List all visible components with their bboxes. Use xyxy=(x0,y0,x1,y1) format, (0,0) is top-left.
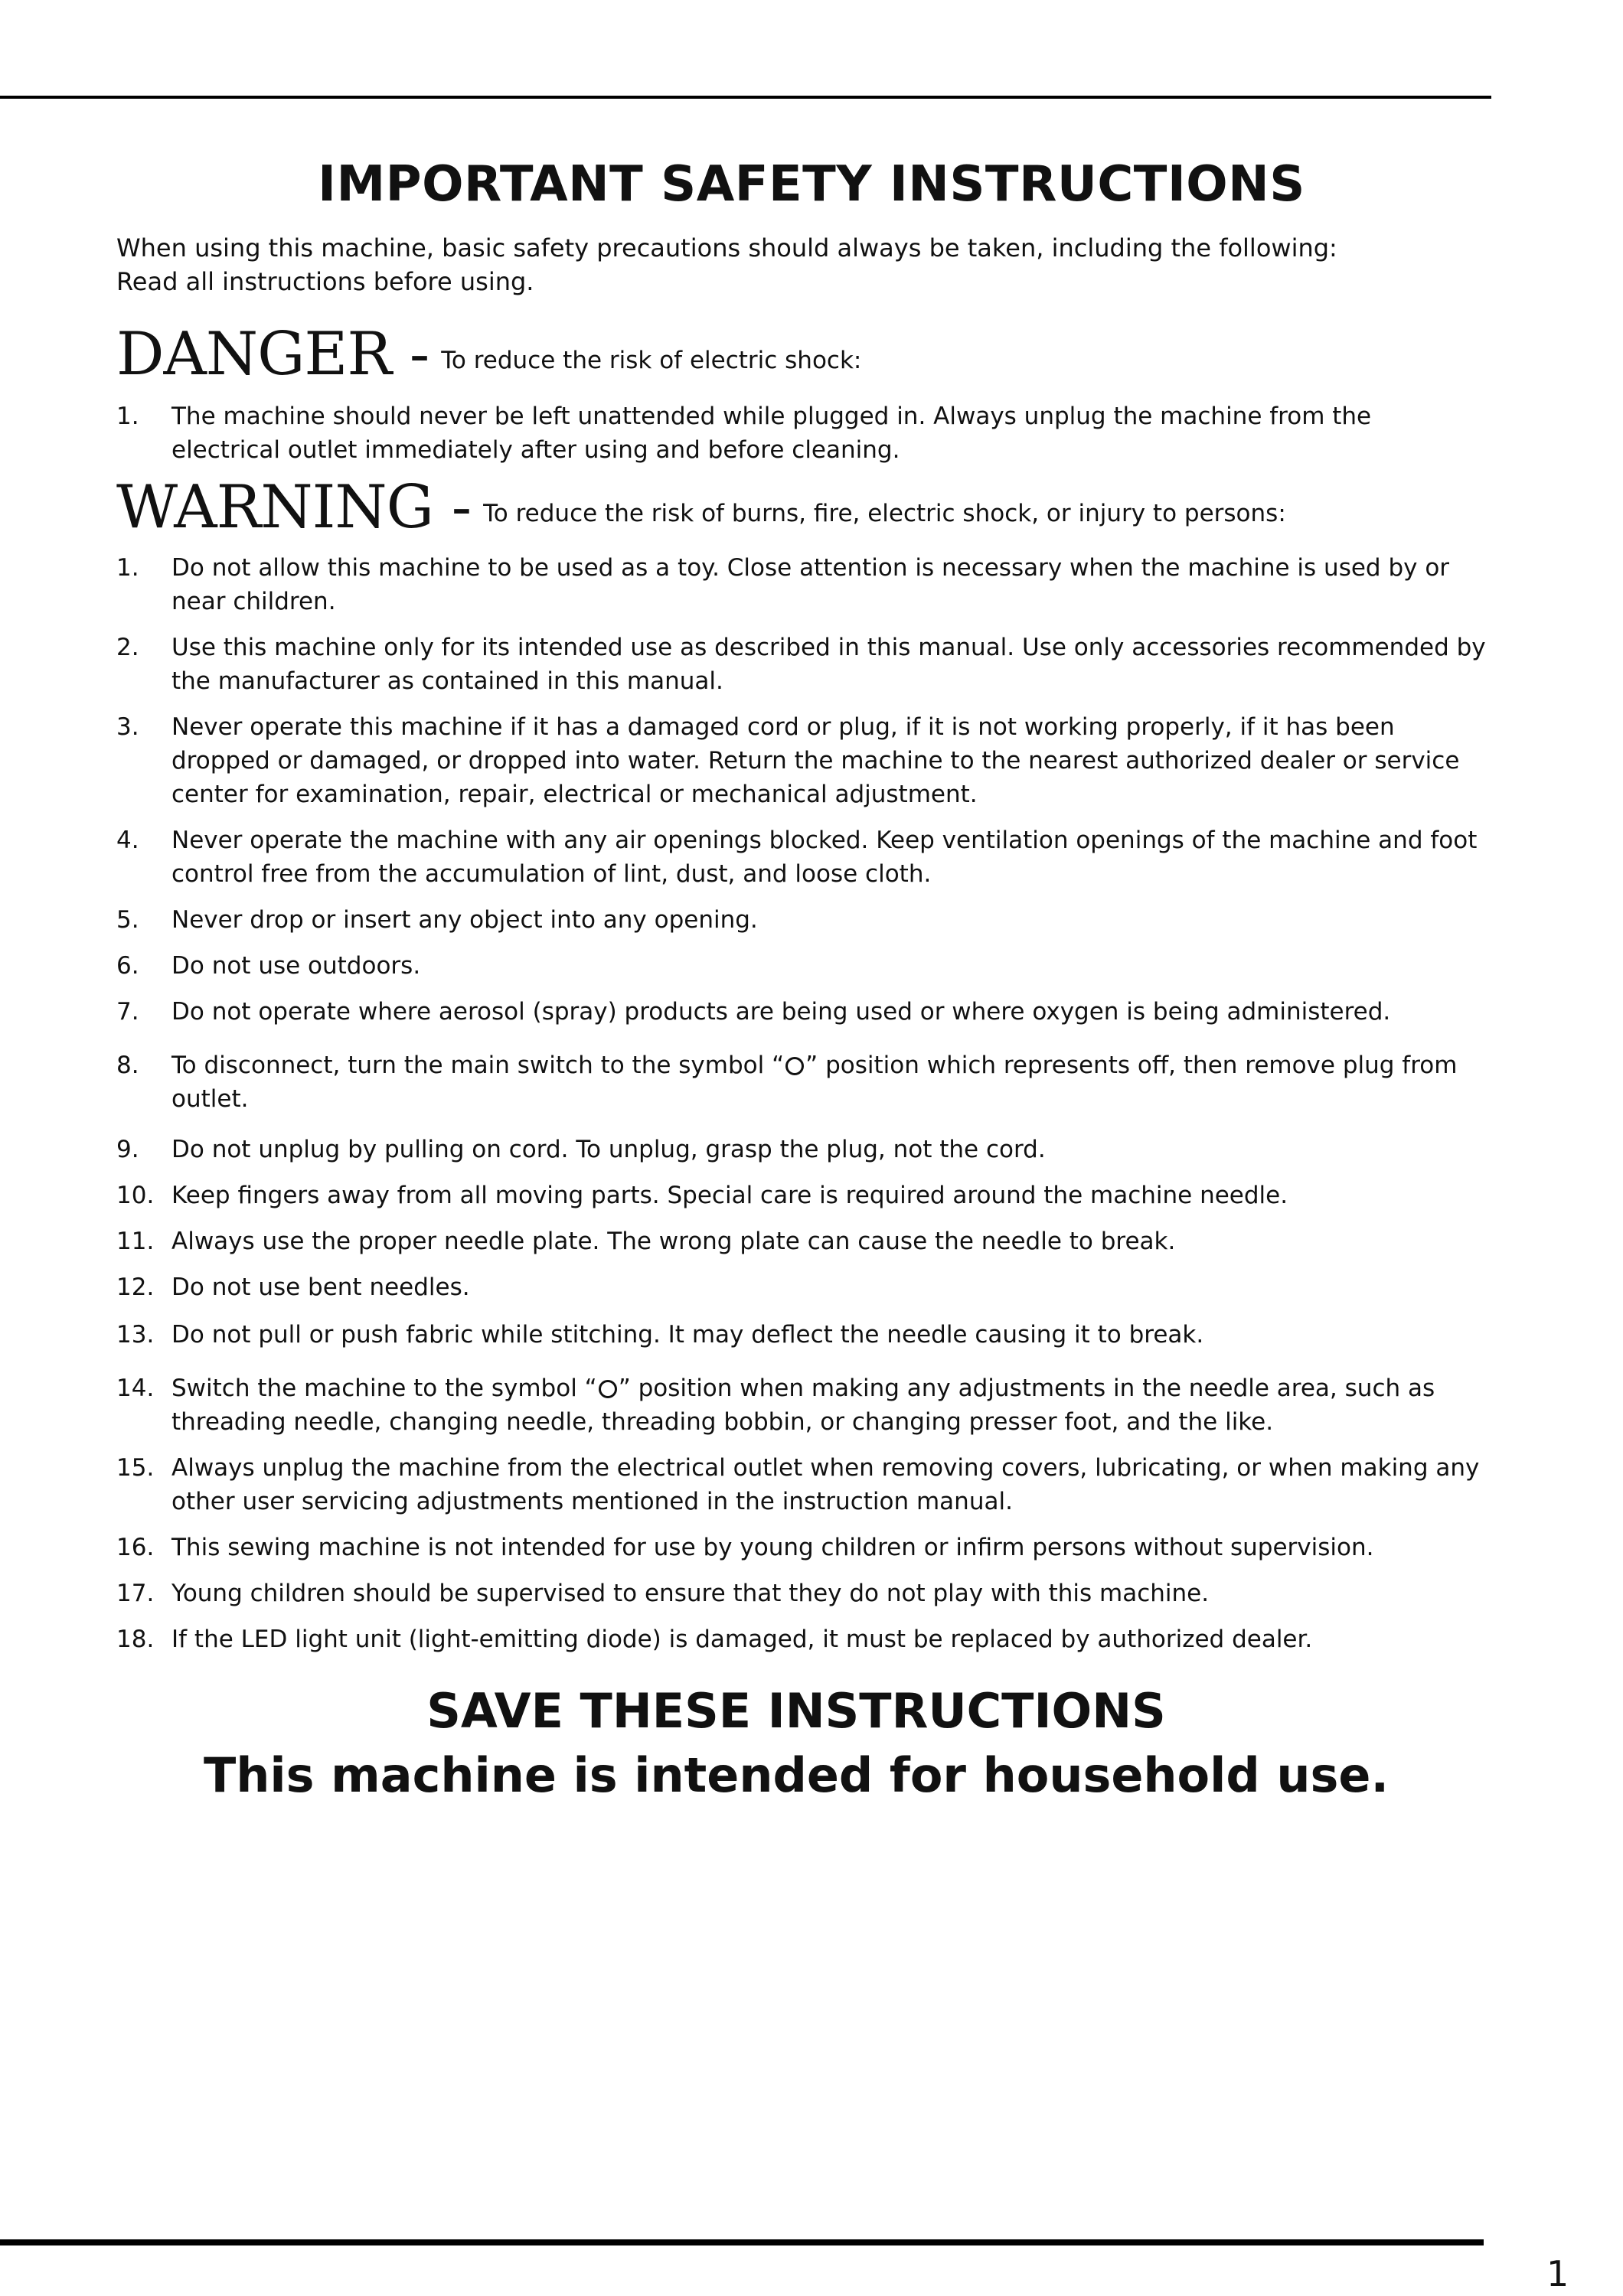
warning-item xyxy=(116,1049,1487,1116)
item-text: Use this machine only for its intended use as described in this manual. Use only accessories recommended by the manufacturer as contained in this manual. xyxy=(171,634,1486,695)
warning-heading xyxy=(116,473,1286,542)
item-text-after: ” position when making any adjustments in the needle area, such as threading needle, changing needle, threading bobbin, or changing presser foot, and the like. xyxy=(171,1375,1435,1436)
warning-item xyxy=(116,949,1487,983)
off-symbol-icon xyxy=(785,1057,804,1075)
warning-item xyxy=(116,1577,1487,1610)
danger-heading xyxy=(116,320,861,389)
warning-item xyxy=(116,1225,1487,1258)
item-number: 6. xyxy=(116,952,139,980)
item-number: 10. xyxy=(116,1182,155,1209)
intro-text xyxy=(116,231,1494,298)
warning-item xyxy=(116,995,1487,1029)
item-text: Always unplug the machine from the electrical outlet when removing covers, lubricating, or when making any other user servicing adjustments mentioned in the instruction manual. xyxy=(171,1454,1480,1515)
item-text: Keep fingers away from all moving parts. Special care is required around the machine needle. xyxy=(171,1182,1288,1209)
page-title: IMPORTANT SAFETY INSTRUCTIONS xyxy=(318,155,1305,213)
item-number: 3. xyxy=(116,713,139,741)
item-number: 9. xyxy=(116,1136,139,1163)
household-use-heading: This machine is intended for household use. xyxy=(203,1747,1390,1803)
item-number: 16. xyxy=(116,1534,155,1561)
warning-item xyxy=(116,1179,1487,1212)
off-symbol-icon xyxy=(599,1380,617,1398)
danger-item xyxy=(116,400,1487,467)
item-number: 1. xyxy=(116,403,139,430)
warning-item xyxy=(116,1623,1487,1656)
warning-item xyxy=(116,631,1487,698)
item-number: 17. xyxy=(116,1580,155,1607)
save-instructions-block xyxy=(0,1679,1592,1808)
warning-item xyxy=(116,710,1487,811)
item-text: Do not operate where aerosol (spray) products are being used or where oxygen is being administered. xyxy=(171,998,1391,1026)
item-number: 8. xyxy=(116,1052,139,1079)
item-number: 4. xyxy=(116,827,139,854)
item-number: 2. xyxy=(116,634,139,661)
intro-line-2: Read all instructions before using. xyxy=(116,267,534,296)
item-number: 18. xyxy=(116,1626,155,1653)
warning-item xyxy=(116,1531,1487,1564)
warning-item xyxy=(116,903,1487,937)
danger-word: DANGER - xyxy=(116,320,429,389)
item-text: Do not unplug by pulling on cord. To unplug, grasp the plug, not the cord. xyxy=(171,1136,1046,1163)
save-instructions-heading: SAVE THESE INSTRUCTIONS xyxy=(426,1683,1166,1739)
warning-item xyxy=(116,551,1487,618)
item-text-after: ” position which represents off, then remove plug from outlet. xyxy=(171,1052,1458,1113)
top-rule xyxy=(0,96,1491,99)
item-text xyxy=(171,1049,1487,1116)
item-number: 5. xyxy=(116,906,139,934)
item-number: 1. xyxy=(116,554,139,582)
item-text: Do not allow this machine to be used as a toy. Close attention is necessary when the machine is used by or near children. xyxy=(171,554,1450,615)
bottom-rule xyxy=(0,2239,1484,2245)
item-text: The machine should never be left unattended while plugged in. Always unplug the machine from the electrical outlet immediately after using and before cleaning. xyxy=(171,403,1372,464)
item-text: Do not use outdoors. xyxy=(171,952,421,980)
item-number: 13. xyxy=(116,1321,155,1349)
warning-subtitle: To reduce the risk of burns, fire, electric shock, or injury to persons: xyxy=(483,500,1286,527)
item-number: 14. xyxy=(116,1375,155,1402)
warning-item xyxy=(116,1318,1487,1352)
danger-subtitle: To reduce the risk of electric shock: xyxy=(441,347,862,374)
item-number: 15. xyxy=(116,1454,155,1482)
item-number: 11. xyxy=(116,1228,155,1255)
warning-item xyxy=(116,1133,1487,1166)
warning-item xyxy=(116,1371,1487,1439)
item-text: If the LED light unit (light-emitting diode) is damaged, it must be replaced by authorized dealer. xyxy=(171,1626,1313,1653)
warning-word: WARNING - xyxy=(116,473,472,542)
item-text: Never drop or insert any object into any opening. xyxy=(171,906,758,934)
warning-item xyxy=(116,823,1487,891)
intro-line-1: When using this machine, basic safety precautions should always be taken, including the following: xyxy=(116,233,1337,263)
item-text: Never operate the machine with any air openings blocked. Keep ventilation openings of the machine and foot control free from the accumulation of lint, dust, and loose cloth. xyxy=(171,827,1478,888)
item-text: Do not use bent needles. xyxy=(171,1274,470,1301)
item-text-before: To disconnect, turn the main switch to the symbol “ xyxy=(171,1052,785,1079)
item-text: Never operate this machine if it has a damaged cord or plug, if it is not working properly, if it has been dropped or damaged, or dropped into water. Return the machine to the nearest authorized dealer or service center for examination, repair, electrical or mechanical adjustment. xyxy=(171,713,1460,808)
item-text: Young children should be supervised to ensure that they do not play with this machine. xyxy=(171,1580,1210,1607)
page-number: 1 xyxy=(1546,2253,1569,2294)
item-number: 7. xyxy=(116,998,139,1026)
warning-item xyxy=(116,1270,1487,1304)
item-text: Always use the proper needle plate. The wrong plate can cause the needle to break. xyxy=(171,1228,1176,1255)
warning-item xyxy=(116,1451,1487,1518)
item-text-before: Switch the machine to the symbol “ xyxy=(171,1375,597,1402)
item-text: This sewing machine is not intended for use by young children or infirm persons without supervision. xyxy=(171,1534,1374,1561)
item-number: 12. xyxy=(116,1274,155,1301)
item-text: Do not pull or push fabric while stitching. It may deflect the needle causing it to break. xyxy=(171,1321,1204,1349)
item-text xyxy=(171,1371,1487,1439)
